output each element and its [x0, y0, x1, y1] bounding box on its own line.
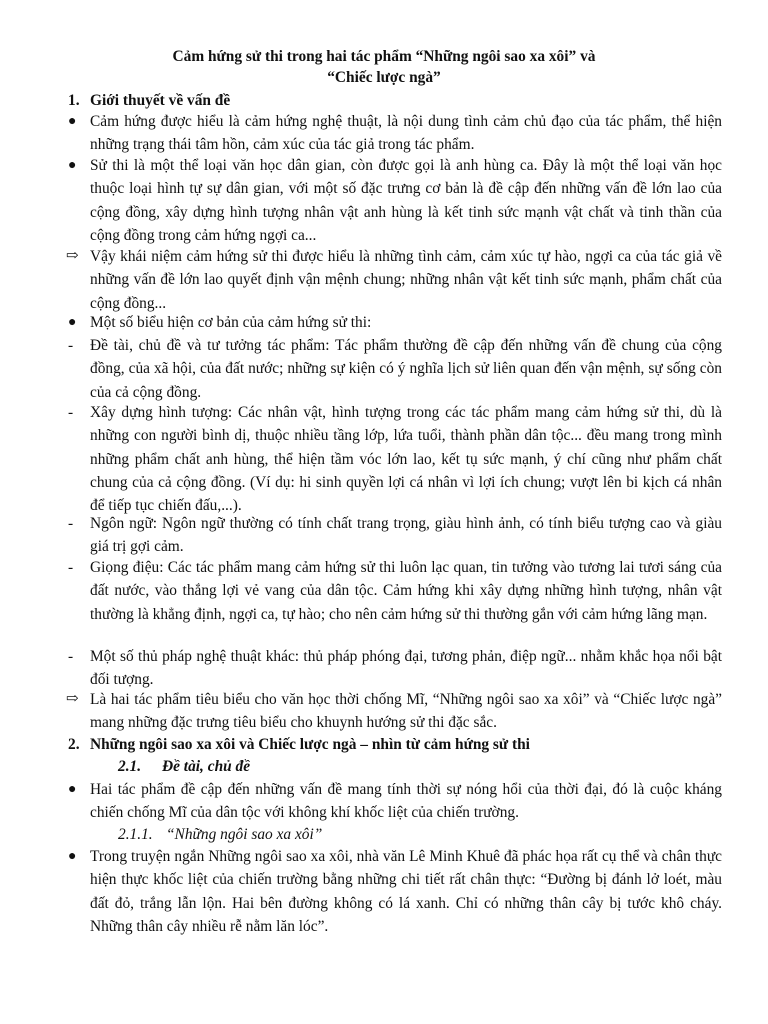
section-title: “Những ngôi sao xa xôi”	[166, 826, 323, 843]
dash-marker: -	[68, 337, 74, 354]
document-title	[60, 46, 708, 88]
dash-marker: -	[68, 648, 74, 665]
arrow-right-icon: ⇨	[66, 248, 79, 264]
bullet-icon: ●	[68, 315, 77, 330]
paragraph-text: Cảm hứng được hiểu là cảm hứng nghệ thuật, là nội dung tình cảm chủ đạo của tác phẩm, thể hiện những trạng thái tâm hồn, cảm xúc của tác giả trong tác phẩm.	[90, 113, 722, 154]
bullet-icon: ●	[68, 782, 77, 797]
paragraph-text: Vậy khái niệm cảm hứng sử thi được hiểu là những tình cảm, cảm xúc tự hào, ngợi ca của tác giả về những vấn đề lớn lao quyết định vận mệnh chung; những nhân vật kết tinh sức mạnh, phẩm chất của cộng đồng...	[90, 248, 722, 312]
dash-marker: -	[68, 515, 74, 532]
arrow-right-icon: ⇨	[66, 691, 79, 707]
paragraph-text: Một số thủ pháp nghệ thuật khác: thủ pháp phóng đại, tương phản, điệp ngữ... nhằm khắc họa nổi bật đối tượng.	[90, 648, 722, 689]
dash-marker: -	[68, 559, 74, 576]
section-number: 1.	[68, 92, 80, 109]
section-title: Giới thuyết về vấn đề	[90, 92, 231, 109]
bullet-icon: ●	[68, 114, 77, 129]
section-number: 2.1.	[118, 758, 142, 775]
dash-marker: -	[68, 404, 74, 421]
section-number: 2.1.1.	[118, 826, 153, 843]
bullet-icon: ●	[68, 158, 77, 173]
title-line-2: “Chiếc lược ngà”	[327, 69, 441, 86]
section-title: Những ngôi sao xa xôi và Chiếc lược ngà – nhìn từ cảm hứng sử thi	[90, 736, 530, 753]
paragraph-text: Giọng điệu: Các tác phẩm mang cảm hứng sử thi luôn lạc quan, tin tưởng vào tương lai tươi sáng của đất nước, vào thắng lợi vẻ vang của dân tộc. Cảm hứng khi xây dựng những hình tượng, nhân vật thường là khẳng định, ngợi ca, tự hào; cho nên cảm hứng sử thi thường gắn với cảm hứng lãng mạn.	[90, 559, 722, 623]
paragraph-text: Đề tài, chủ đề và tư tưởng tác phẩm: Tác phẩm thường đề cập đến những vấn đề chung của cộng đồng, của xã hội, của đất nước; những sự kiện có ý nghĩa lịch sử liên quan đến vận mệnh, sự sống còn của cả cộng đồng.	[90, 337, 722, 401]
paragraph-text: Ngôn ngữ: Ngôn ngữ thường có tính chất trang trọng, giàu hình ảnh, có tính biểu tượng cao và giàu giá trị gợi cảm.	[90, 515, 722, 556]
paragraph-text: Là hai tác phẩm tiêu biểu cho văn học thời chống Mĩ, “Những ngôi sao xa xôi” và “Chiếc lược ngà” mang những đặc trưng tiêu biểu cho khuynh hướng sử thi đặc sắc.	[90, 691, 722, 732]
paragraph-text: Sử thi là một thể loại văn học dân gian, còn được gọi là anh hùng ca. Đây là một thể loại văn học thuộc loại hình tự sự dân gian, với một số đặc trưng cơ bản là đề cập đến những vấn đề lớn lao của cộng đồng, xây dựng hình tượng nhân vật anh hùng là kết tinh sức mạnh vật chất và tinh thần của cộng đồng trong cảm hứng ngợi ca...	[90, 157, 722, 244]
section-number: 2.	[68, 736, 80, 753]
paragraph-text: Hai tác phẩm đề cập đến những vấn đề mang tính thời sự nóng hổi của thời đại, đó là cuộc kháng chiến chống Mĩ của dân tộc với không khí khốc liệt của chiến trường.	[90, 781, 722, 822]
paragraph-text: Xây dựng hình tượng: Các nhân vật, hình tượng trong các tác phẩm mang cảm hứng sử thi, dù là những con người bình dị, thuộc nhiều tầng lớp, lứa tuổi, thành phần dân tộc... đều mang trong mình những phẩm chất anh hùng, thể hiện tầm vóc lớn lao, kết tụ sức mạnh, ý chí cũng như phẩm chất chung của cả cộng đồng. (Ví dụ: hi sinh quyền lợi cá nhân vì lợi ích chung; vượt lên bi kịch cá nhân để tiếp tục chiến đấu,...).	[90, 404, 722, 515]
paragraph-text: Một số biểu hiện cơ bản của cảm hứng sử thi:	[90, 314, 372, 331]
section-title: Đề tài, chủ đề	[162, 758, 251, 775]
title-line-1: Cảm hứng sử thi trong hai tác phẩm “Những ngôi sao xa xôi” và	[172, 48, 596, 65]
paragraph-text: Trong truyện ngắn Những ngôi sao xa xôi, nhà văn Lê Minh Khuê đã phác họa rất cụ thể và chân thực hiện thực khốc liệt của chiến trường bằng những chi tiết rất chân thực: “Đường bị đánh lở loét, màu đất đỏ, trắng lẫn lộn. Hai bên đường không có lá xanh. Chỉ có những thân cây bị tước khô cháy. Những thân cây nhiều rễ nằm lăn lóc”.	[90, 848, 722, 935]
bullet-icon: ●	[68, 849, 77, 864]
